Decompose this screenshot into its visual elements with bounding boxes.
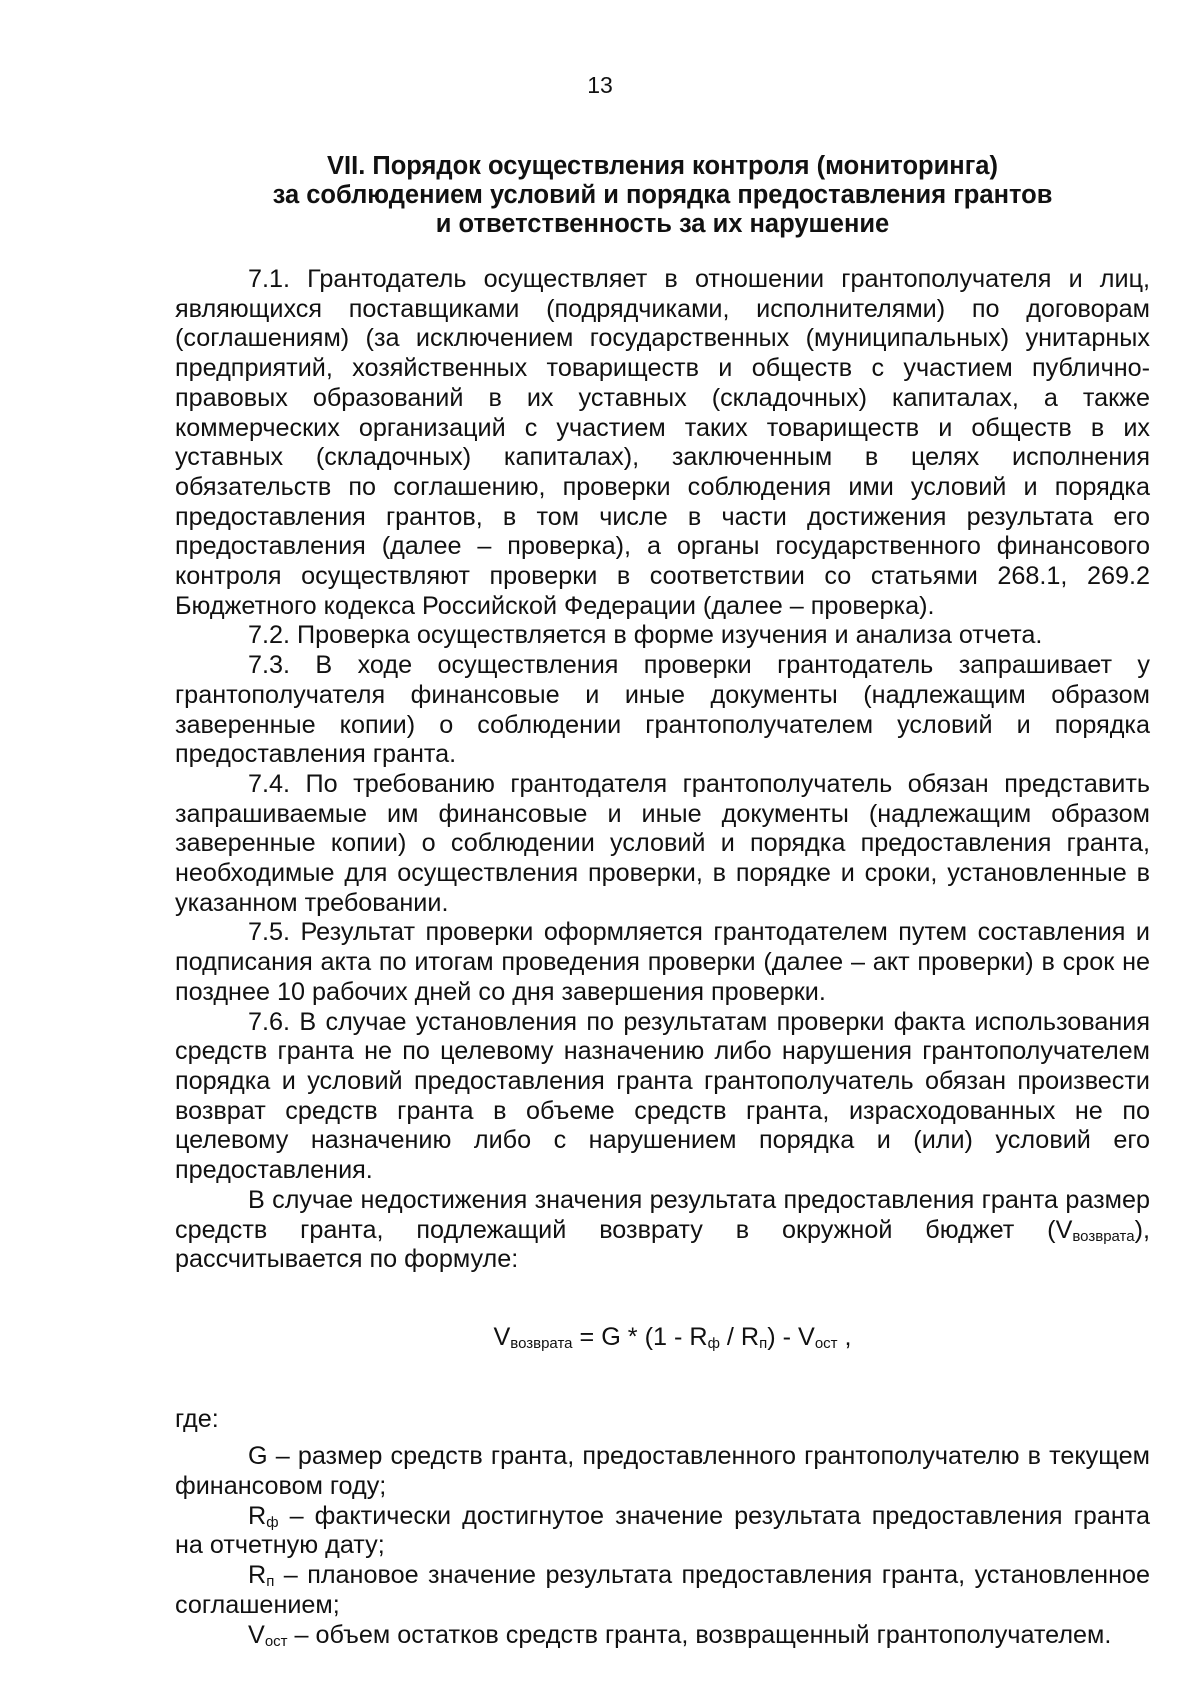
vost-symbol: V <box>248 1620 265 1649</box>
formula-v: V <box>493 1322 511 1351</box>
rf-symbol: R <box>248 1501 267 1530</box>
return-tail: ), рассчитывается по формуле: <box>175 1215 1150 1274</box>
formula-part-4: , <box>837 1322 852 1351</box>
paragraph-7-1: 7.1. Грантодатель осуществляет в отношении грантополучателя и лиц, являющихся поставщиками (подрядчиками, исполнителями) по договорам (соглашениям) (за исключением государственных (муниципальных) унитарных предприятий, хозяйственных товариществ и обществ с участием публично-правовых образований в их уставных (складочных) капиталах, а также коммерческих организаций с участием таких товариществ и обществ в их уставных (складочных) капиталах), заключенным в целях исполнения обязательств по соглашению, проверки соблюдения ими условий и порядка предоставления грантов, в том числе в части достижения результата его предоставления (далее – проверка), а органы государственного финансового контроля осуществляют проверки в соответствии со статьями 268.1, 269.2 Бюджетного кодекса Российской Федерации (далее – проверка). <box>175 265 1150 620</box>
rf-sub: ф <box>266 1513 279 1531</box>
formula-part-2: / R <box>719 1322 760 1351</box>
formula-vost-sub: ост <box>814 1334 838 1352</box>
document-body <box>175 265 1150 1650</box>
paragraph-7-3: 7.3. В ходе осуществления проверки грантодатель запрашивает у грантополучателя финансовые и иные документы (надлежащим образом заверенные копии) о соблюдении грантополучателем условий и порядка предоставления гранта. <box>175 651 1150 769</box>
return-formula <box>175 1323 1150 1353</box>
rp-sub: п <box>266 1573 275 1591</box>
formula-part-1: = G * (1 - R <box>572 1322 708 1351</box>
formula-rf-sub: ф <box>707 1334 720 1352</box>
section-heading <box>175 152 1150 239</box>
paragraph-7-4: 7.4. По требованию грантодателя грантополучатель обязан представить запрашиваемые им финансовые и иные документы (надлежащим образом заверенные копии) о соблюдении условий и порядка предоставления гранта, необходимые для осуществления проверки, в порядке и сроки, установленные в указанном требовании. <box>175 769 1150 917</box>
definition-vost <box>175 1621 1150 1651</box>
formula-rp-sub: п <box>759 1334 768 1352</box>
return-subscript: возврата <box>1072 1227 1135 1245</box>
vost-text: – объем остатков средств гранта, возвращенный грантополучателем. <box>287 1620 1112 1649</box>
where-label: где: <box>175 1404 219 1433</box>
paragraph-7-5: 7.5. Результат проверки оформляется грантодателем путем составления и подписания акта по итогам проведения проверки (далее – акт проверки) в срок не позднее 10 рабочих дней со дня завершения проверки. <box>175 918 1150 1006</box>
paragraph-return-amount <box>175 1186 1150 1275</box>
rf-text: – фактически достигнутое значение результата предоставления гранта на отчетную дату; <box>175 1501 1150 1560</box>
heading-line-3: и ответственность за их нарушение <box>435 210 890 238</box>
paragraph-7-6: 7.6. В случае установления по результатам проверки факта использования средств гранта не по целевому назначению либо нарушения грантополучателем порядка и условий предоставления гранта грантополучатель обязан произвести возврат средств гранта в объеме средств гранта, израсходованных не по целевому назначению либо с нарушением порядка и (или) условий его предоставления. <box>175 1007 1150 1185</box>
rp-text: – плановое значение результата предоставления гранта, установленное соглашением; <box>175 1561 1150 1619</box>
paragraph-7-2: 7.2. Проверка осуществляется в форме изучения и анализа отчета. <box>248 621 1043 650</box>
return-text: В случае недостижения значения результата предоставления гранта размер средств гранта, подлежащий возврату в окружной бюджет (V <box>175 1185 1150 1244</box>
rp-symbol: R <box>248 1561 267 1590</box>
heading-line-2: за соблюдением условий и порядка предоставления грантов <box>272 181 1053 209</box>
formula-v-sub: возврата <box>510 1334 573 1352</box>
formula-part-3: ) - V <box>767 1322 815 1351</box>
definition-rp <box>175 1561 1150 1620</box>
heading-line-1: VII. Порядок осуществления контроля (мониторинга) <box>327 152 998 180</box>
vost-sub: ост <box>264 1632 288 1650</box>
definition-rf <box>175 1502 1150 1561</box>
page-number: 13 <box>587 72 613 98</box>
definition-g: G – размер средств гранта, предоставленного грантополучателю в текущем финансовом году; <box>175 1442 1150 1501</box>
